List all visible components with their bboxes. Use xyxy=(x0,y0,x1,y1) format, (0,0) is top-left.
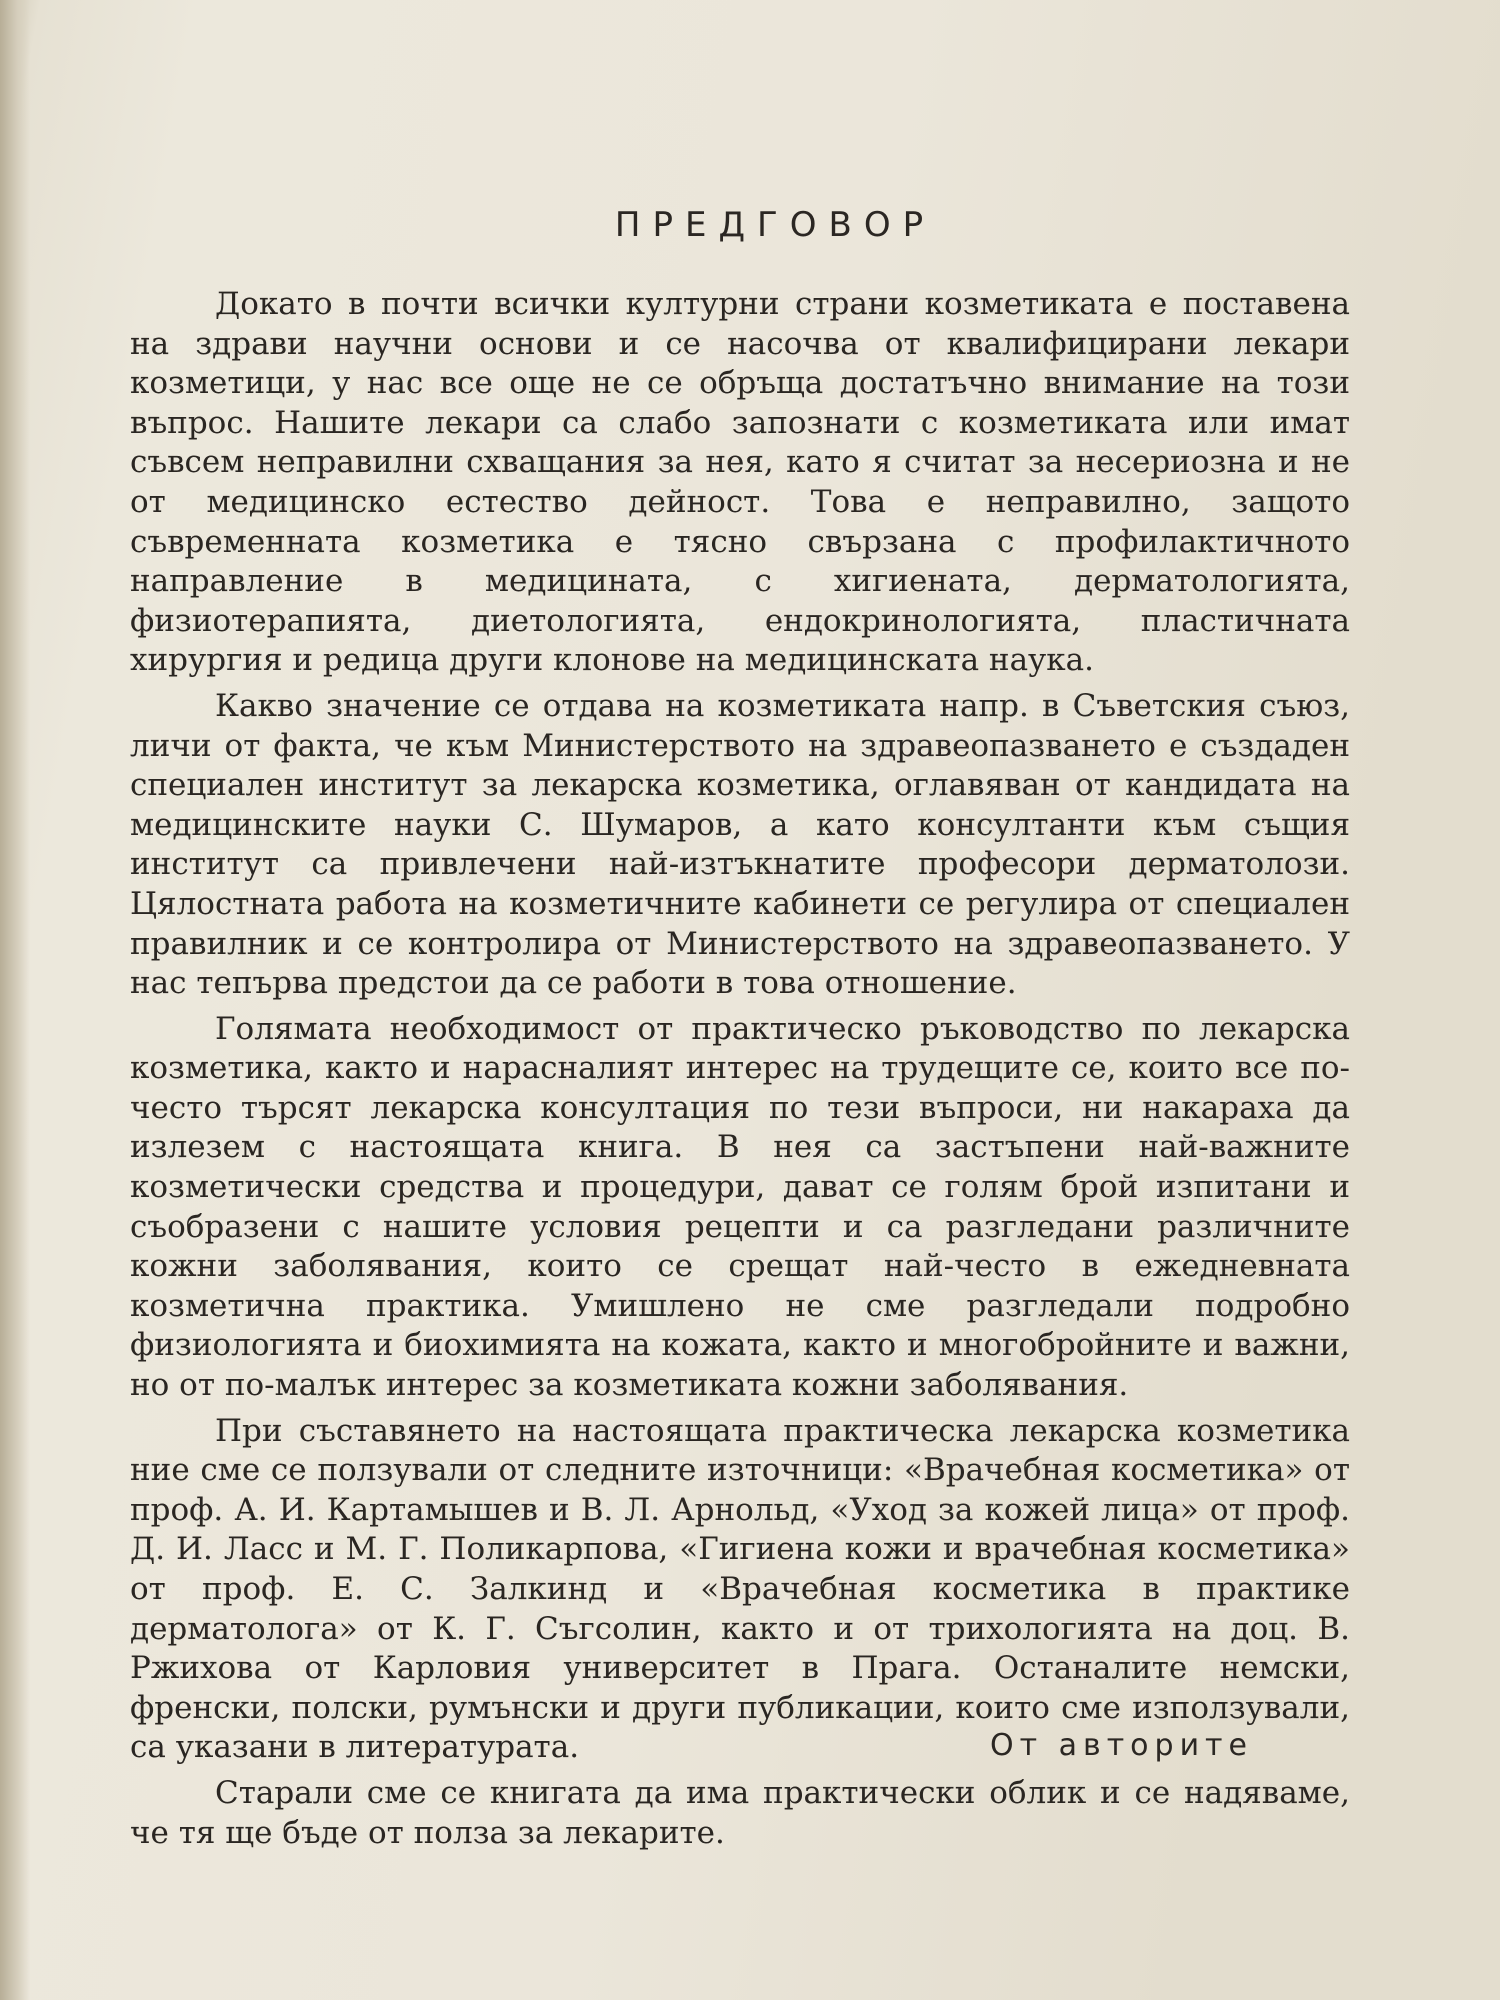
signature: От авторите xyxy=(990,1728,1253,1763)
page-gutter-shadow xyxy=(0,0,30,2000)
paragraph-3: Голямата необходимост от практическо ръководство по лекарска козметика, както и нарасналият интерес на трудещите се, които все по-често търсят лекарска консултация по тези въпроси, ни накараха да излезем с настоящата книга. В нея са застъпени най-важните козметически средства и процедури, дават се голям брой изпитани и съобразени с нашите условия рецепти и са разгледани различните кожни заболявания, които се срещат най-често в ежедневната козметична практика. Умишлено не сме разгледали подробно физиологията и биохимията на кожата, както и многобройните и важни, но от по-малък интерес за козметиката кожни заболявания. xyxy=(130,1010,1350,1404)
paragraph-2: Какво значение се отдава на козметиката напр. в Съветския съюз, личи от факта, че към Министерството на здравеопазването е създаден специален институт за лекарска козметика, оглавяван от кандидата на медицинските науки С. Шумаров, а като консултанти към същия институт са привлечени най-изтъкнатите професори дерматолози. Цялостната работа на козметичните кабинети се регулира от специален правилник и се контролира от Министерството на здравеопазването. У нас тепърва предстои да се работи в това отношение. xyxy=(130,687,1350,1002)
paragraph-4: При съставянето на настоящата практическа лекарска козметика ние сме се ползували от следните източници: «Врачебная косметика» от проф. А. И. Картамышев и В. Л. Арнольд, «Уход за кожей лица» от проф. Д. И. Ласс и М. Г. Поликарпова, «Гигиена кожи и врачебная косметика» от проф. Е. С. Залкинд и «Врачебная косметика в практике дерматолога» от К. Г. Съгсолин, както и от трихологията на доц. В. Ржихова от Карловия университет в Прага. Останалите немски, френски, полски, румънски и други публикации, които сме използували, са указани в литературата. xyxy=(130,1412,1350,1766)
paragraph-5: Старали сме се книгата да има практически облик и се надяваме, че тя ще бъде от полза за лекарите. xyxy=(130,1774,1350,1851)
paragraph-1: Докато в почти всички културни страни козметиката е поставена на здрави научни основи и се насочва от квалифицирани лекари козметици, у нас все още не се обръща достатъчно внимание на този въпрос. Нашите лекари са слабо запознати с козметиката или имат съвсем неправилни схващания за нея, като я считат за несериозна и не от медицинско естество дейност. Това е неправилно, защото съвременната козметика е тясно свързана с профилактичното направление в медицината, с хигиената, дерматологията, физиотерапията, диетологията, ендокринологията, пластичната хирургия и редица други клонове на медицинската наука. xyxy=(130,286,1350,679)
page-content xyxy=(130,205,1350,1859)
page-title: ПРЕДГОВОР xyxy=(614,205,936,245)
